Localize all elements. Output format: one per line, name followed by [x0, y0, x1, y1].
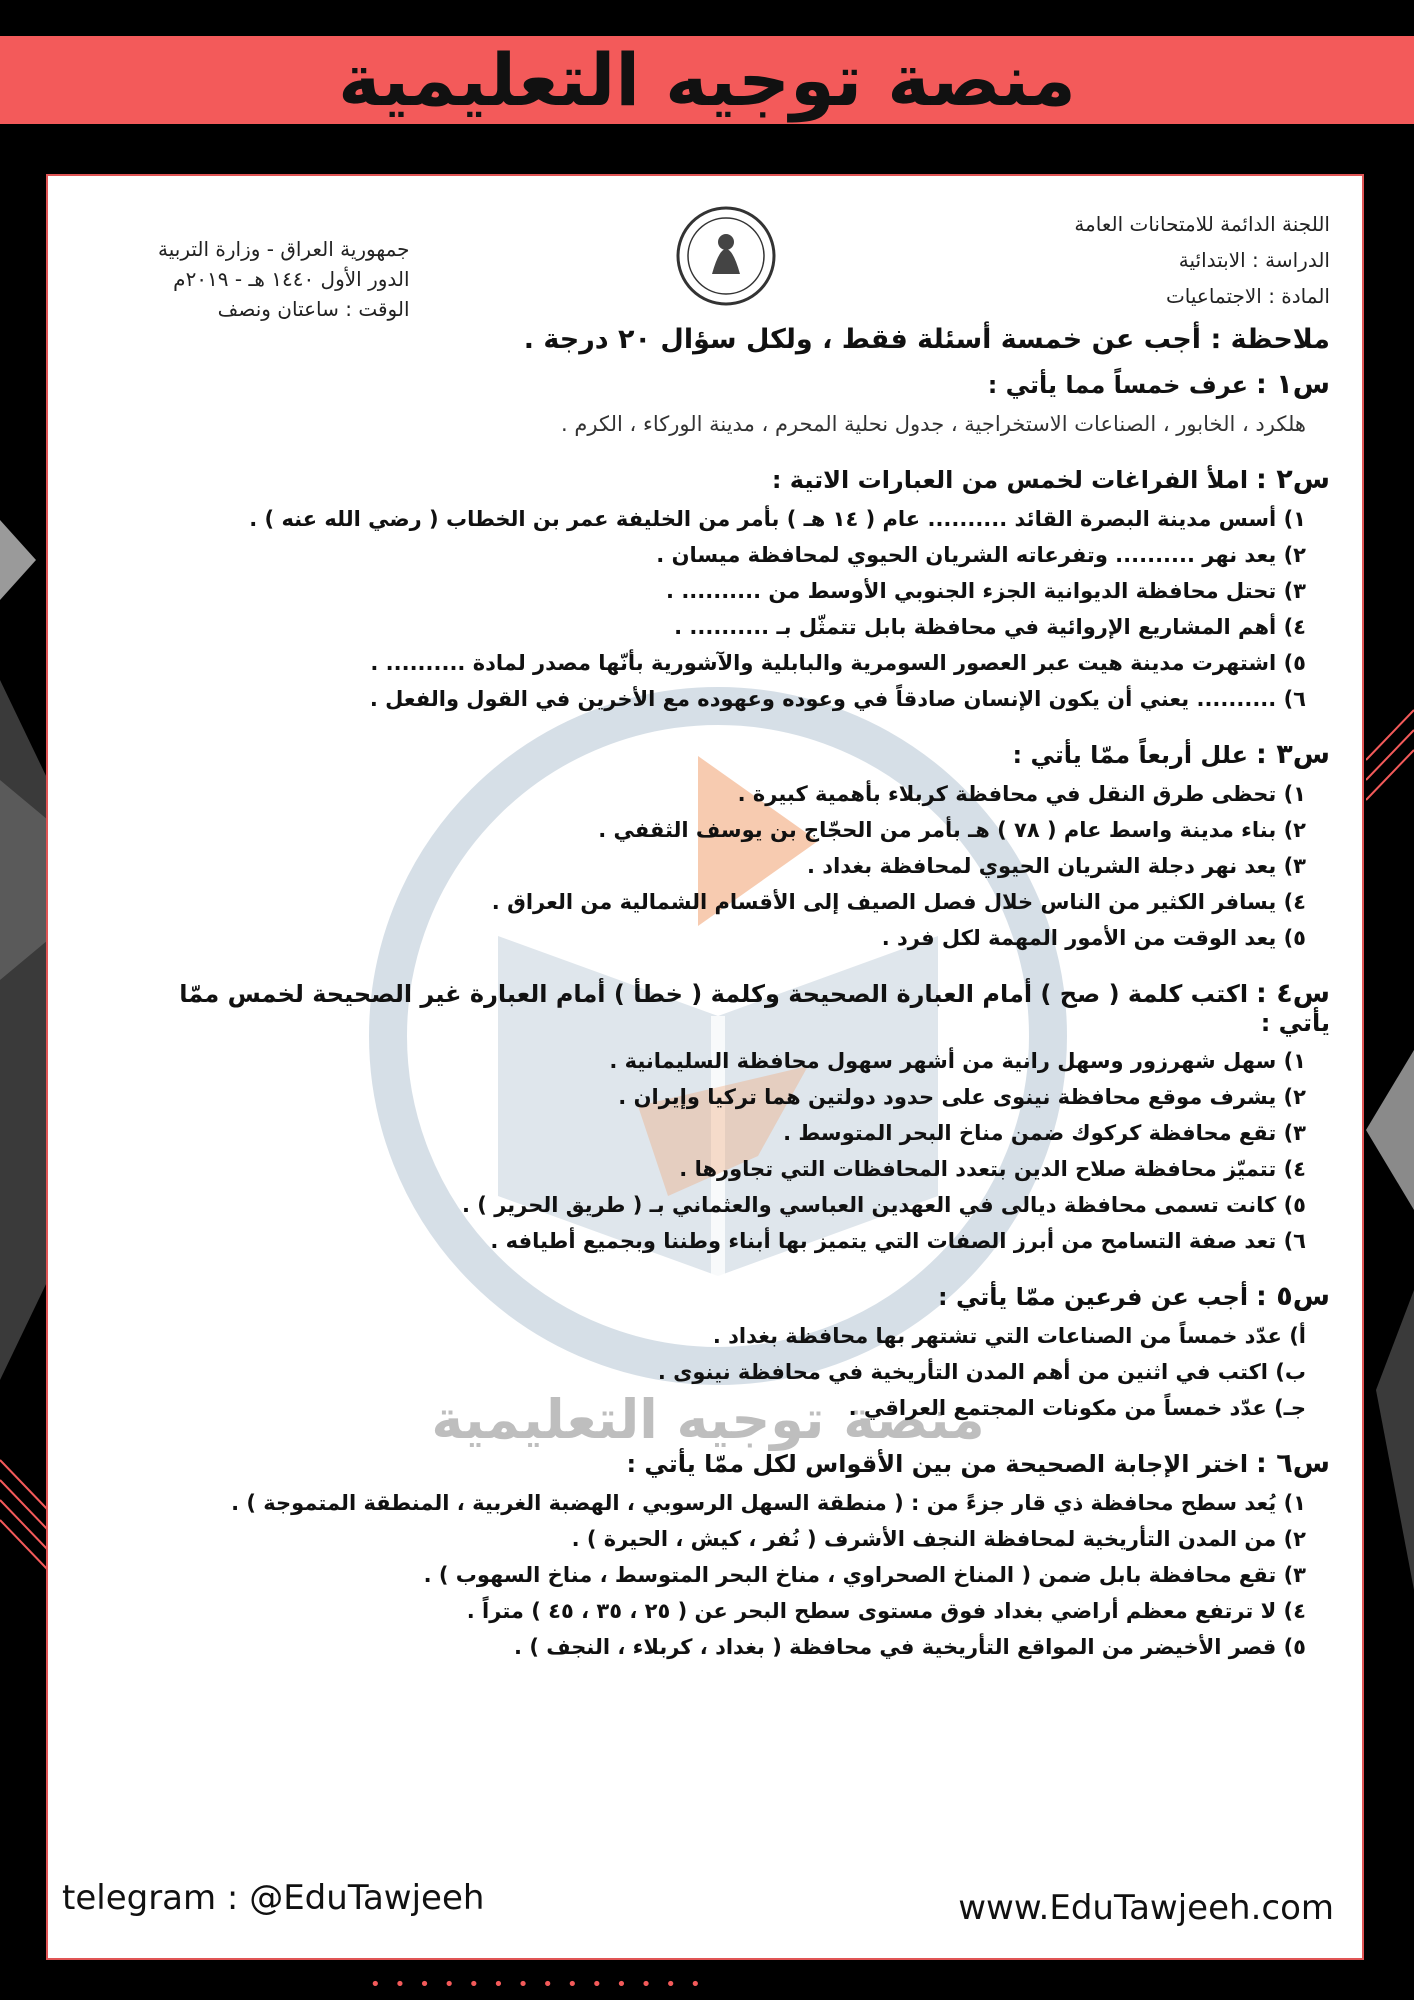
- banner-title: منصة توجيه التعليمية: [338, 38, 1076, 122]
- question-3: [130, 739, 1330, 956]
- question-title: عرف خمساً مما يأتي :: [987, 371, 1249, 399]
- website-link[interactable]: www.EduTawjeeh.com: [958, 1888, 1334, 1928]
- committee-line: اللجنة الدائمة للامتحانات العامة: [1074, 212, 1330, 236]
- exam-note: ملاحظة : أجب عن خمسة أسئلة فقط ، ولكل سؤال ٢٠ درجة .: [523, 324, 1330, 355]
- question-item: ١) سهل شهرزور وسهل رانية من أشهر سهول محافظة السليمانية .: [609, 1049, 1306, 1073]
- question-6: [130, 1448, 1330, 1665]
- question-title: اكتب كلمة ( صح ) أمام العبارة الصحيحة وكلمة ( خطأ ) أمام العبارة غير الصحيحة لخمس ممّا يأتي :: [179, 980, 1330, 1037]
- question-item: جـ) عدّد خمساً من مكونات المجتمع العراقي .: [848, 1396, 1306, 1420]
- decorative-dots: ••••••••••••••: [370, 1974, 715, 1995]
- time-line: الوقت : ساعتان ونصف: [217, 297, 410, 321]
- question-item: ٦) تعد صفة التسامح من أبرز الصفات التي يتميز بها أبناء وطننا وبجميع أطيافه .: [490, 1229, 1306, 1253]
- exam-content: [130, 324, 1330, 1687]
- exam-paper: [46, 174, 1364, 1960]
- republic-line: جمهورية العراق - وزارة التربية: [158, 237, 410, 261]
- question-item: ١) تحظى طرق النقل في محافظة كربلاء بأهمية كبيرة .: [737, 782, 1306, 806]
- question-title: املأ الفراغات لخمس من العبارات الاتية :: [771, 466, 1249, 494]
- study-line: الدراسة : الابتدائية: [1178, 248, 1330, 272]
- question-item: أ) عدّد خمساً من الصناعات التي تشتهر بها محافظة بغداد .: [712, 1324, 1306, 1348]
- question-number: س٢ :: [1256, 464, 1330, 495]
- question-item: ٥) قصر الأخيضر من المواقع التأريخية في محافظة ( بغداد ، كربلاء ، النجف ) .: [514, 1635, 1306, 1659]
- question-item: ٢) يعد نهر .......... وتفرعاته الشريان الحيوي لمحافظة ميسان .: [656, 543, 1306, 567]
- ministry-seal-icon: [674, 204, 778, 308]
- question-1: [130, 369, 1330, 442]
- question-title: علل أربعاً ممّا يأتي :: [1012, 741, 1249, 769]
- question-item: ٥) كانت تسمى محافظة ديالى في العهدين العباسي والعثماني بـ ( طريق الحرير ) .: [462, 1193, 1306, 1217]
- telegram-link[interactable]: telegram : @EduTawjeeh: [62, 1878, 485, 1918]
- question-item: ٣) تحتل محافظة الديوانية الجزء الجنوبي الأوسط من .......... .: [666, 579, 1306, 603]
- left-decoration: [0, 520, 48, 2000]
- question-item: ٤) أهم المشاريع الإروائية في محافظة بابل تتمثّل بـ .......... .: [674, 615, 1306, 639]
- question-number: س٤ :: [1256, 978, 1330, 1009]
- banner: [0, 36, 1414, 124]
- question-item: ٤) يسافر الكثير من الناس خلال فصل الصيف إلى الأقسام الشمالية من العراق .: [491, 890, 1306, 914]
- question-item: ٢) من المدن التأريخية لمحافظة النجف الأشرف ( نُفر ، كيش ، الحيرة ) .: [571, 1527, 1306, 1551]
- question-title: أجب عن فرعين ممّا يأتي :: [938, 1283, 1249, 1311]
- right-decoration: [1366, 690, 1414, 1690]
- question-item: ٥) يعد الوقت من الأمور المهمة لكل فرد .: [881, 926, 1306, 950]
- question-item: ٣) تقع محافظة بابل ضمن ( المناخ الصحراوي ، مناخ البحر المتوسط ، مناخ السهوب ) .: [423, 1563, 1306, 1587]
- question-number: س٦ :: [1256, 1448, 1330, 1479]
- question-item: ٤) تتميّز محافظة صلاح الدين بتعدد المحافظات التي تجاورها .: [679, 1157, 1306, 1181]
- question-item: ٥) اشتهرت مدينة هيت عبر العصور السومرية والبابلية والآشورية بأنّها مصدر لمادة .......... .: [370, 651, 1306, 675]
- question-item: ١) أسس مدينة البصرة القائد .......... عام ( ١٤ هـ ) بأمر من الخليفة عمر بن الخطاب ( رضي الله عنه ) .: [249, 507, 1306, 531]
- question-item: ٦) .......... يعني أن يكون الإنسان صادقاً في وعوده وعهوده مع الأخرين في القول والفعل .: [369, 687, 1306, 711]
- question-number: س٣ :: [1256, 739, 1330, 770]
- question-4: [130, 978, 1330, 1259]
- question-item: هلكرد ، الخابور ، الصناعات الاستخراجية ، جدول نحلية المحرم ، مدينة الوركاء ، الكرم .: [561, 412, 1306, 436]
- question-item: ٤) لا ترتفع معظم أراضي بغداد فوق مستوى سطح البحر عن ( ٢٥ ، ٣٥ ، ٤٥ ) متراً .: [466, 1599, 1306, 1623]
- header-left: [158, 234, 410, 324]
- question-item: ١) يُعد سطح محافظة ذي قار جزءً من : ( منطقة السهل الرسوبي ، الهضبة الغربية ، المنطقة المتموجة ) .: [231, 1491, 1306, 1515]
- session-line: الدور الأول ١٤٤٠ هـ - ٢٠١٩م: [173, 267, 410, 291]
- question-item: ٢) بناء مدينة واسط عام ( ٧٨ ) هـ بأمر من الحجّاج بن يوسف الثقفي .: [598, 818, 1306, 842]
- question-number: س٥ :: [1256, 1281, 1330, 1312]
- watermark-text: منصة توجيه التعليمية: [431, 1388, 985, 1451]
- question-title: اختر الإجابة الصحيحة من بين الأقواس لكل ممّا يأتي :: [626, 1450, 1249, 1478]
- question-item: ٣) يعد نهر دجلة الشريان الحيوي لمحافظة بغداد .: [807, 854, 1306, 878]
- subject-line: المادة : الاجتماعيات: [1165, 284, 1330, 308]
- question-2: [130, 464, 1330, 717]
- question-item: ٢) يشرف موقع محافظة نينوى على حدود دولتين هما تركيا وإيران .: [618, 1085, 1306, 1109]
- header-right: [1074, 206, 1330, 314]
- question-item: ب) اكتب في اثنين من أهم المدن التأريخية في محافظة نينوى .: [657, 1360, 1306, 1384]
- question-5: [130, 1281, 1330, 1426]
- question-item: ٣) تقع محافظة كركوك ضمن مناخ البحر المتوسط .: [783, 1121, 1306, 1145]
- question-number: س١ :: [1256, 369, 1330, 400]
